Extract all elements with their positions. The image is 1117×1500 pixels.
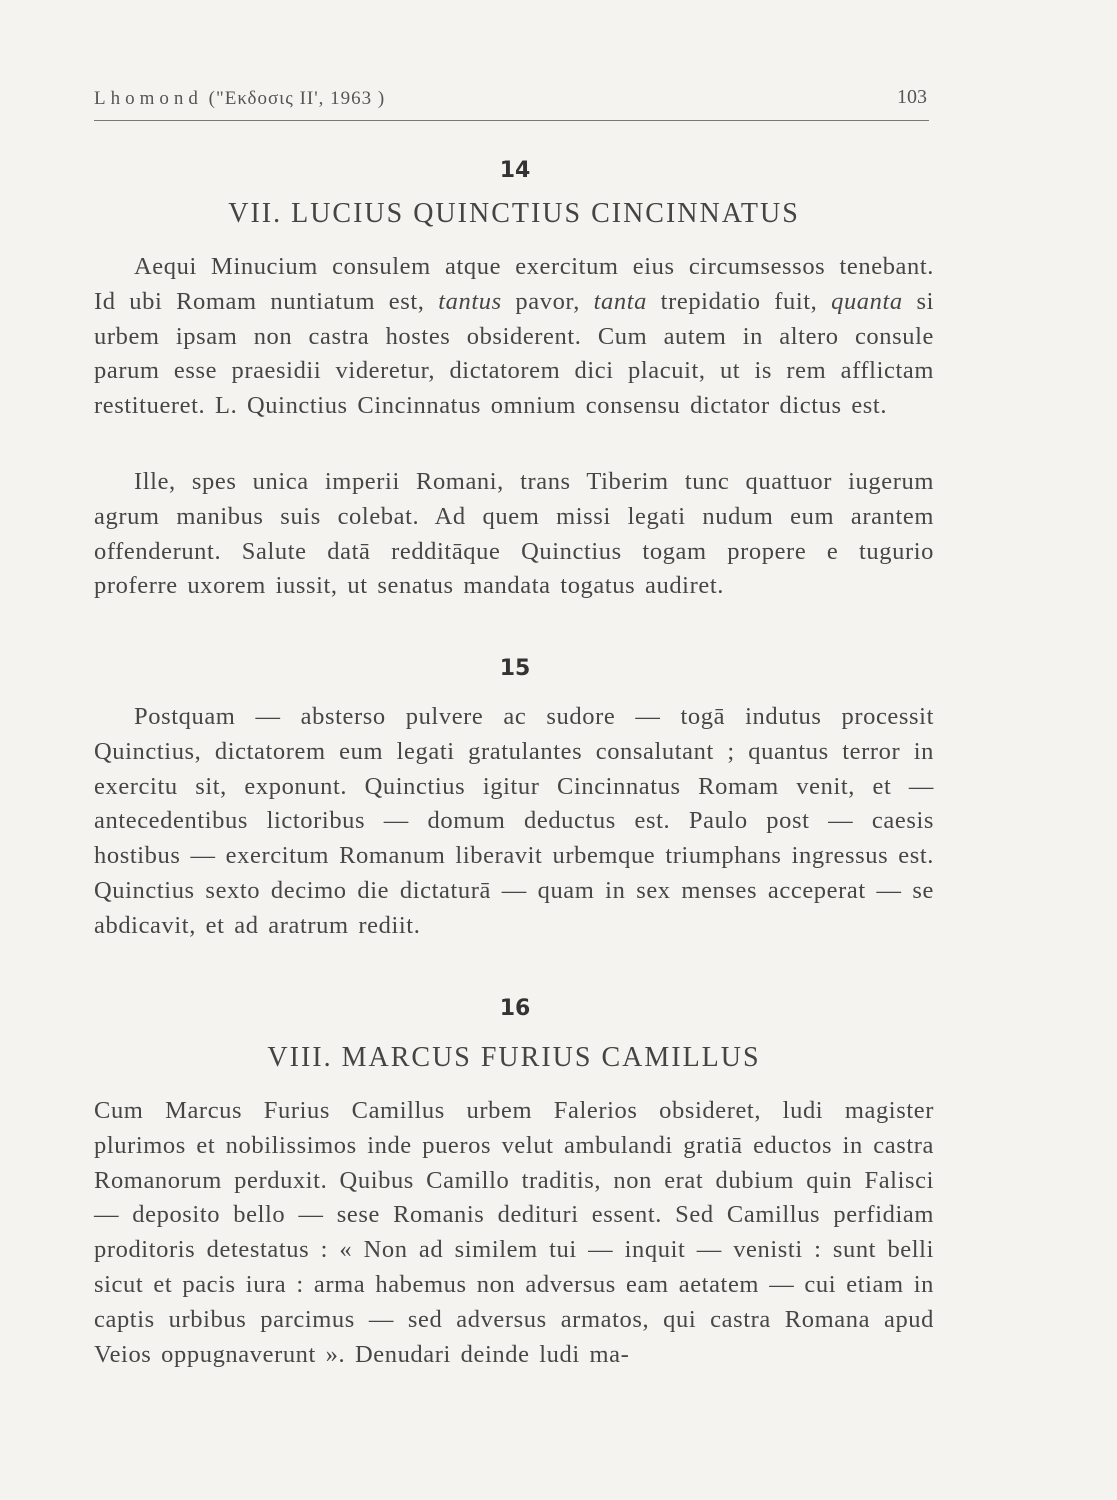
text-run: trepidatio fuit, (647, 287, 832, 315)
paragraph-text: Cum Marcus Furius Camillus urbem Falerios obsideret, ludi magister plurimos et nobilissimos inde pueros velut ambulandi gratiā eductos in castra Romanorum perduxit. Quibus Camillo traditis, non erat dubium quin Falisci — deposito bello — sese Romanis dedituri essent. Sed Camillus perfidiam proditoris detestatus : « Non ad similem tui — inquit — venisti : sunt belli sicut et pacis iura : arma habemus non adversus eam aetatem — cui etiam in captis urbibus parcimus — sed adversus armatos, qui castra Romana apud Veios oppugnaverunt ». Denudari deinde ludi ma- (94, 1097, 934, 1368)
italic-word: tanta (593, 287, 647, 315)
italic-word: quanta (831, 287, 903, 315)
section-number-15: 15 (499, 656, 531, 681)
paragraph-text: Ille, spes unica imperii Romani, trans Tiberim tunc quattuor iugerum agrum manibus suis colebat. Ad quem missi legati nudum eum arantem offenderunt. Salute datā redditāque Quinctius togam propere e tugurio proferre uxorem iussit, ut senatus mandata togatus audiret. (94, 468, 934, 600)
page-header (94, 84, 929, 121)
section-number-16: 16 (499, 996, 531, 1021)
text-run: Aequi Minucium consulem atque exercitum eius circumsessos tenebant. Id ubi Romam nuntiatum est, (94, 253, 934, 315)
italic-word: tantus (438, 287, 502, 315)
paragraph-aequi (94, 250, 934, 424)
chapter-title-vii: VII. LUCIUS QUINCTIUS CINCINNATUS (228, 198, 800, 229)
chapter-title-viii: VIII. MARCUS FURIUS CAMILLUS (267, 1042, 761, 1073)
paragraph-ille (94, 465, 934, 604)
paragraph-text (94, 250, 934, 424)
paragraph-text: Postquam — absterso pulvere ac sudore — togā indutus processit Quinctius, dictatorem eum legati gratulantes consalutant ; quantus terror in exercitu sit, exponunt. Quinctius igitur Cincinnatus Romam venit, et — antecedentibus lictoribus — domum deductus est. Paulo post — caesis hostibus — exercitum Romanum liberavit urbemque triumphans ingressus est. Quinctius sexto decimo die dictaturā — quam in sex menses acceperat — se abdicavit, et ad aratrum rediit. (94, 703, 934, 939)
paragraph-cum-marcus (94, 1094, 934, 1372)
running-head (94, 88, 385, 110)
text-run: si urbem ipsam non castra hostes obsiderent. Cum autem in altero consule parum esse praesidii videretur, dictatorem dici placuit, ut is rem afflictam restitueret. L. Quinctius Cincinnatus omnium consensu dictator dictus est. (94, 287, 934, 420)
text-run: pavor, (501, 287, 594, 315)
page-number: 103 (897, 86, 927, 108)
paragraph-postquam (94, 700, 934, 944)
section-number-14: 14 (499, 158, 531, 183)
edition-note: ("Εκδοσις ΙΙ', 1963 ) (208, 88, 386, 109)
author-name: Lhomond (94, 88, 203, 109)
